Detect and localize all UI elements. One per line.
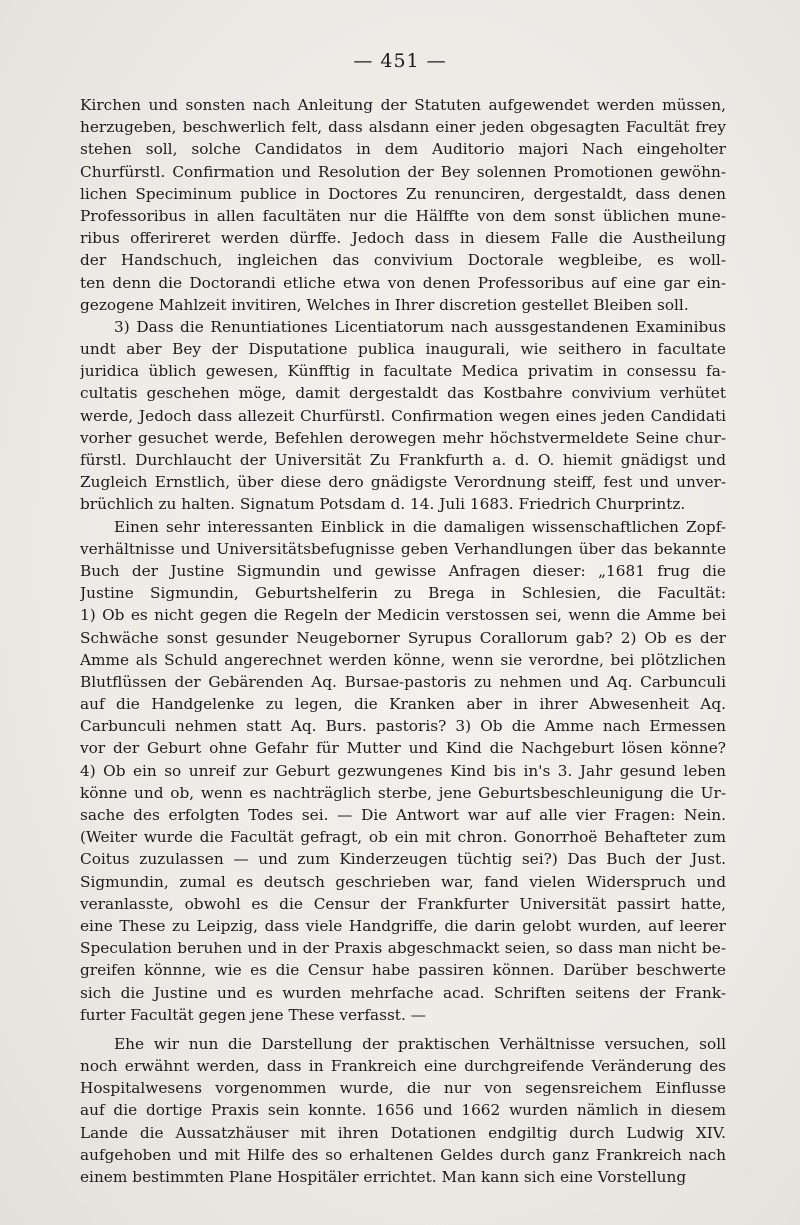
text-line: Ehe wir nun die Darstellung der praktischen Verhältnisse versuchen, soll: [114, 1034, 726, 1053]
text-line: lichen Speciminum publice in Doctores Zu renunciren, dergestaldt, dass denen: [80, 184, 726, 203]
text-line: Carbunculi nehmen statt Aq. Burs. pastoris? 3) Ob die Amme nach Ermessen: [80, 717, 726, 736]
text-line: eine These zu Leipzig, dass viele Handgriffe, die darin gelobt wurden, auf leerer: [80, 916, 726, 935]
text-line: cultatis geschehen möge, damit dergestaldt das Kostbahre convivium verhütet: [80, 384, 726, 403]
text-line: einem bestimmten Plane Hospitäler errichtet. Man kann sich eine Vorstellung: [80, 1168, 687, 1186]
text-line: vor der Geburt ohne Gefahr für Mutter und Kind die Nachgeburt lösen könne?: [80, 739, 726, 758]
text-line: (Weiter wurde die Facultät gefragt, ob ein mit chron. Gonorrhoë Behafteter zum: [80, 828, 726, 847]
text-line: ribus offerireret werden dürffe. Jedoch dass in diesem Falle die Austheilung: [80, 229, 726, 248]
text-line: gezogene Mahlzeit invitiren, Welches in Ihrer discretion gestellet Bleiben soll.: [80, 295, 689, 314]
text-line: Kirchen und sonsten nach Anleitung der Statuten aufgewendet werden müssen,: [80, 96, 726, 114]
text-line: noch erwähnt werden, dass in Frankreich eine durchgreifende Veränderung des: [80, 1057, 726, 1076]
text-line: verhältnisse und Universitätsbefugnisse geben Verhandlungen über das bekannte: [80, 539, 726, 558]
text-line: Justine Sigmundin, Geburtshelferin zu Brega in Schlesien, die Facultät:: [80, 584, 726, 603]
text-line: Sigmundin, zumal es deutsch geschrieben war, fand vielen Widerspruch und: [80, 872, 726, 891]
text-line: auf die Handgelenke zu legen, die Kranken aber in ihrer Abwesenheit Aq.: [80, 695, 726, 714]
text-line: 3) Dass die Renuntiationes Licentiatorum nach aussgestandenen Examinibus: [114, 317, 726, 336]
text-line: Churfürstl. Confirmation und Resolution der Bey solennen Promotionen gewöhn-: [80, 162, 726, 181]
text-line: 1) Ob es nicht gegen die Regeln der Medicin verstossen sei, wenn die Amme bei: [80, 606, 726, 625]
text-line: auf die dortige Praxis sein konnte. 1656 und 1662 wurden nämlich in diesem: [80, 1101, 726, 1120]
text-line: werde, Jedoch dass allezeit Churfürstl. Confirmation wegen eines jeden Candidati: [80, 406, 726, 425]
text-line: veranlasste, obwohl es die Censur der Frankfurter Universität passirt hatte,: [80, 894, 726, 913]
text-line: der Handschuch, ingleichen das convivium Doctorale wegbleibe, es woll-: [80, 251, 726, 270]
text-line: greifen könnne, wie es die Censur habe passiren können. Darüber beschwerte: [80, 961, 726, 980]
text-line: Buch der Justine Sigmundin und gewisse Anfragen dieser: „1681 frug die: [80, 561, 726, 580]
text-line: Hospitalwesens vorgenommen wurde, die nur von segensreichem Einflusse: [80, 1079, 726, 1098]
text-line: Zugleich Ernstlich, über diese dero gnädigste Verordnung steiff, fest und unver-: [80, 473, 726, 492]
text-line: Blutflüssen der Gebärenden Aq. Bursae-pastoris zu nehmen und Aq. Carbunculi: [80, 672, 726, 691]
body-text: [80, 94, 726, 1188]
text-line: aufgehoben und mit Hilfe des so erhaltenen Geldes durch ganz Frankreich nach: [80, 1145, 726, 1164]
text-line: sache des erfolgten Todes sei. — Die Antwort war auf alle vier Fragen: Nein.: [80, 806, 726, 824]
text-line: stehen soll, solche Candidatos in dem Auditorio majori Nach eingeholter: [80, 140, 726, 159]
text-line: Einen sehr interessanten Einblick in die damaligen wissenschaftlichen Zopf-: [114, 517, 726, 536]
text-line: fürstl. Durchlaucht der Universität Zu Frankfurth a. d. O. hiemit gnädigst und: [80, 451, 726, 469]
text-line: Lande die Aussatzhäuser mit ihren Dotationen endgiltig durch Ludwig XIV.: [80, 1123, 726, 1142]
text-line: brüchlich zu halten. Signatum Potsdam d. 14. Juli 1683. Friedrich Churprintz.: [80, 495, 686, 514]
text-line: Schwäche sonst gesunder Neugeborner Syrupus Corallorum gab? 2) Ob es der: [80, 628, 726, 647]
text-line: juridica üblich gewesen, Künfftig in facultate Medica privatim in consessu fa-: [80, 362, 726, 381]
text-line: könne und ob, wenn es nachträglich sterbe, jene Geburtsbeschleunigung die Ur-: [80, 783, 726, 802]
text-line: 4) Ob ein so unreif zur Geburt gezwungenes Kind bis in's 3. Jahr gesund leben: [80, 761, 726, 780]
text-line: vorher gesuchet werde, Befehlen derowegen mehr höchstvermeldete Seine chur-: [80, 428, 726, 447]
text-line: undt aber Bey der Disputatione publica inaugurali, wie seithero in facultate: [80, 340, 726, 359]
text-line: Amme als Schuld angerechnet werden könne, wenn sie verordne, bei plötzlichen: [80, 650, 726, 669]
text-line: Speculation beruhen und in der Praxis abgeschmackt seien, so dass man nicht be-: [80, 939, 726, 958]
text-line: Professoribus in allen facultäten nur die Hälffte von dem sonst üblichen mune-: [80, 206, 726, 225]
page-number: — 451 —: [353, 50, 447, 72]
text-line: ten denn die Doctorandi etliche etwa von denen Professoribus auf eine gar ein-: [80, 273, 726, 292]
text-line: herzugeben, beschwerlich felt, dass alsdann einer jeden obgesagten Facultät frey: [80, 118, 726, 137]
text-line: Coitus zuzulassen — und zum Kinderzeugen tüchtig sei?) Das Buch der Just.: [80, 850, 726, 869]
text-line: sich die Justine und es wurden mehrfache acad. Schriften seitens der Frank-: [80, 983, 726, 1002]
text-line: furter Facultät gegen jene These verfasst. —: [80, 1005, 426, 1024]
